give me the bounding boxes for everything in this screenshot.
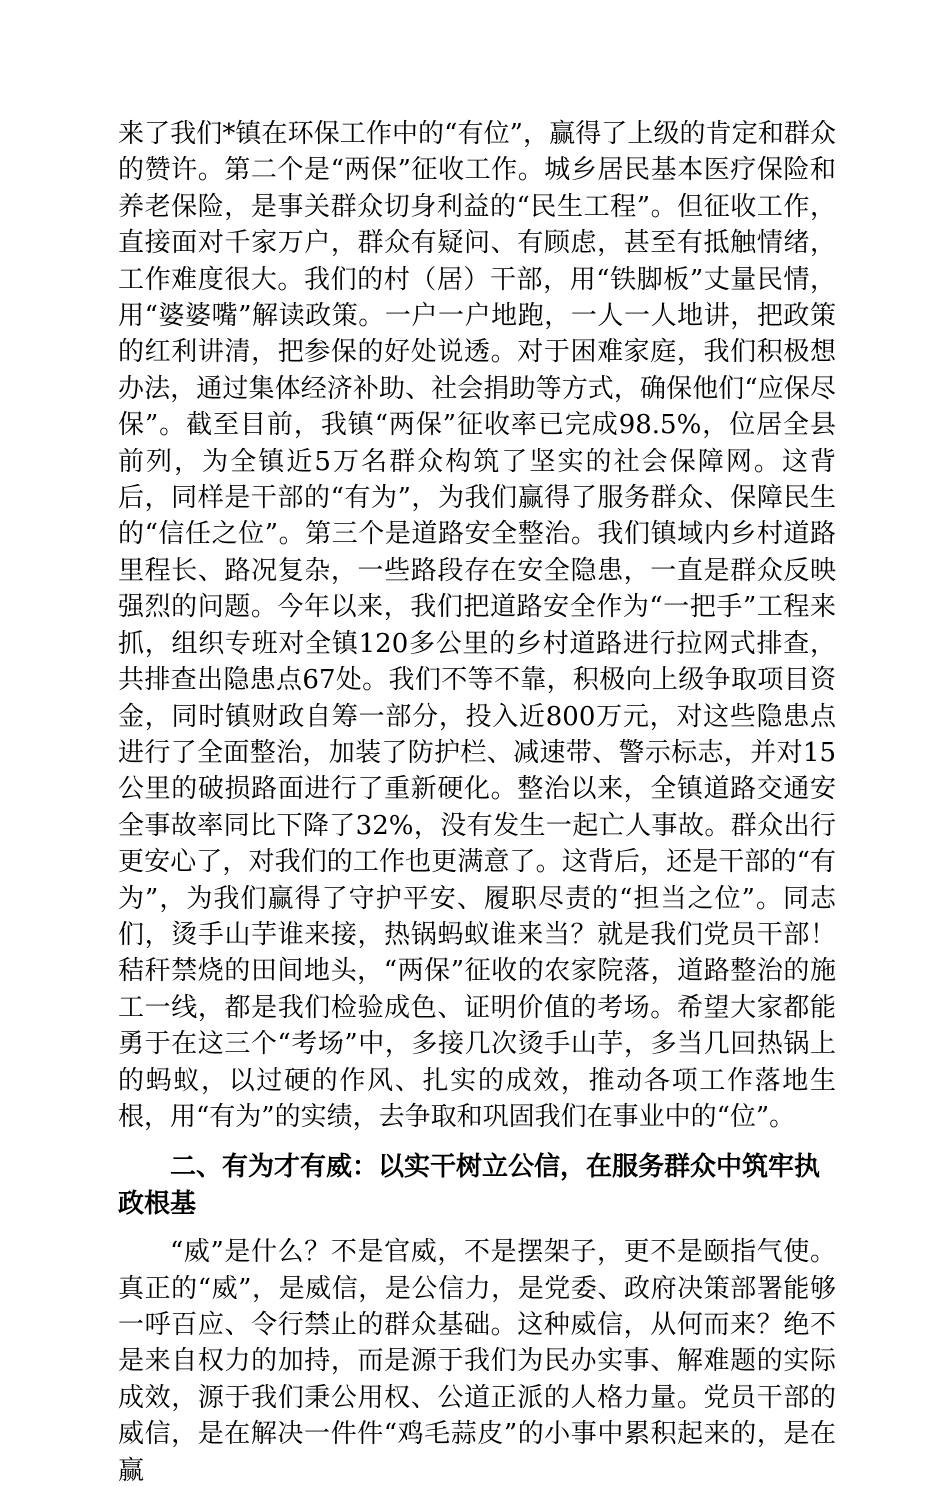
body-paragraph: “威”是什么？不是官威，不是摆架子，更不是颐指气使。真正的“威”，是威信，是公信力，是党委、政府决策部署能够一呼百应、令行禁止的群众基础。这种威信，从何而来？绝不是来自权力的加持，而是源于我们为民办实事、解难题的实际成效，源于我们秉公用权、公道正派的人格力量。党员干部的威信，是在解决一件件“鸡毛蒜皮”的小事中累积起来的，是在赢 [118, 1237, 836, 1486]
document-page [118, 116, 836, 1489]
section-heading: 二、有为才有威：以实干树立公信，在服务群众中筑牢执政根基 [118, 1152, 821, 1219]
body-paragraph-continued: 来了我们*镇在环保工作中的“有位”，赢得了上级的肯定和群众的赞许。第二个是“两保”征收工作。城乡居民基本医疗保险和养老保险，是事关群众切身利益的“民生工程”。但征收工作，直接面对千家万户，群众有疑问、有顾虑，甚至有抵触情绪，工作难度很大。我们的村（居）干部，用“铁脚板”丈量民情，用“婆婆嘴”解读政策。一户一户地跑，一人一人地讲，把政策的红利讲清，把参保的好处说透。对于困难家庭，我们积极想办法，通过集体经济补助、社会捐助等方式，确保他们“应保尽保”。截至目前，我镇“两保”征收率已完成98.5%，位居全县前列，为全镇近5万名群众构筑了坚实的社会保障网。这背后，同样是干部的“有为”，为我们赢得了服务群众、保障民生的“信任之位”。第三个是道路安全整治。我们镇域内乡村道路里程长、路况复杂，一些路段存在安全隐患，一直是群众反映强烈的问题。今年以来，我们把道路安全作为“一把手”工程来抓，组织专班对全镇120多公里的乡村道路进行拉网式排查，共排查出隐患点67处。我们不等不靠，积极向上级争取项目资金，同时镇财政自筹一部分，投入近800万元，对这些隐患点进行了全面整治，加装了防护栏、减速带、警示标志，并对15公里的破损路面进行了重新硬化。整治以来，全镇道路交通安全事故率同比下降了32%，没有发生一起亡人事故。群众出行更安心了，对我们的工作也更满意了。这背后，还是干部的“有为”，为我们赢得了守护平安、履职尽责的“担当之位”。同志们，烫手山芋谁来接，热锅蚂蚁谁来当？就是我们党员干部！秸秆禁烧的田间地头，“两保”征收的农家院落，道路整治的施工一线，都是我们检验成色、证明价值的考场。希望大家都能勇于在这三个“考场”中，多接几次烫手山芋，多当几回热锅上的蚂蚁，以过硬的作风、扎实的成效，推动各项工作落地生根，用“有为”的实绩，去争取和巩固我们在事业中的“位”。 [118, 119, 836, 1132]
